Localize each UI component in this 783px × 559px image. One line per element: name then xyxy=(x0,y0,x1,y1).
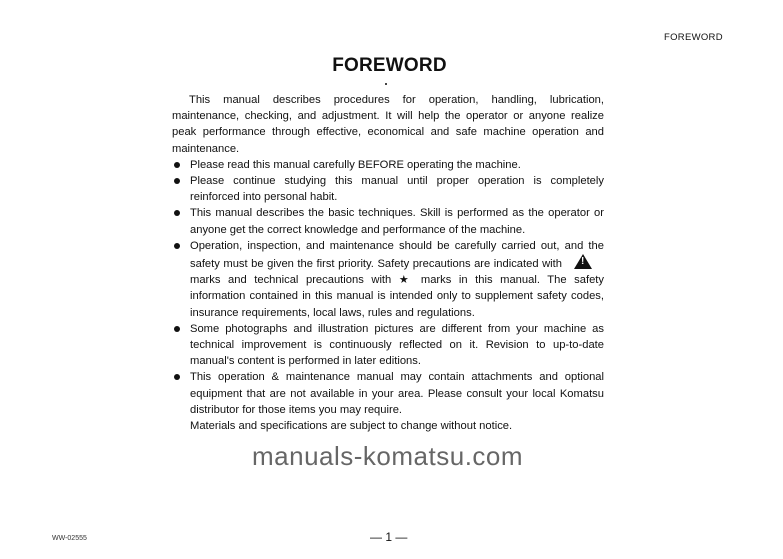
list-item-text: Please continue studying this manual until proper operation is completely reinforced into personal habit. xyxy=(190,175,604,204)
bullet-icon xyxy=(174,326,180,332)
bullet-icon xyxy=(174,210,180,216)
list-item xyxy=(172,205,604,237)
list-item xyxy=(172,173,604,205)
list-item xyxy=(172,369,604,418)
page-title-text: FOREWORD xyxy=(332,55,447,76)
page-title xyxy=(0,55,783,77)
bullet-icon xyxy=(174,178,180,184)
list-item-text: Please read this manual carefully BEFORE operating the machine. xyxy=(190,158,521,171)
warning-triangle-icon xyxy=(574,254,592,269)
list-item-text: Some photographs and illustration pictures are different from your machine as technical improvement is continuously reflected on it. Revision to up-to-date manual's content is performed in later editions. xyxy=(190,322,604,368)
list-item-text-after-icon: marks and technical precautions with ★ marks in this manual. The safety information contained in this manual is intended only to supplement safety codes, insurance requirements, local laws, rules and regulations. xyxy=(190,274,604,319)
page-number: — 1 — xyxy=(370,530,408,544)
list-item xyxy=(172,157,604,173)
decorative-dot xyxy=(385,83,387,85)
list-item-text-before-icon: Operation, inspection, and maintenance should be carefully carried out, and the safety must be given the first priority. Safety precautions are indicated with xyxy=(190,239,604,271)
foreword-body xyxy=(172,92,604,434)
list-item xyxy=(172,238,604,321)
bullet-icon xyxy=(174,243,180,249)
bullet-icon xyxy=(174,162,180,168)
intro-paragraph: This manual describes procedures for operation, handling, lubrication, maintenance, checking, and adjustment. It will help the operator or anyone realize peak performance through effective, economical and safe machine operation and maintenance. xyxy=(172,94,604,155)
bullet-list xyxy=(172,157,604,418)
final-note: Materials and specifications are subject to change without notice. xyxy=(190,420,513,433)
list-item-text: This operation & maintenance manual may contain attachments and optional equipment that are not available in your area. Please consult your local Komatsu distributor for those items you may require. xyxy=(190,371,604,416)
running-head: FOREWORD xyxy=(664,32,723,43)
list-item xyxy=(172,321,604,370)
document-code: WW-02555 xyxy=(52,535,87,542)
bullet-icon xyxy=(174,374,180,380)
watermark: manuals-komatsu.com xyxy=(252,441,524,471)
list-item-text: This manual describes the basic techniques. Skill is performed as the operator or anyone get the correct knowledge and performance of the machine. xyxy=(190,207,604,236)
